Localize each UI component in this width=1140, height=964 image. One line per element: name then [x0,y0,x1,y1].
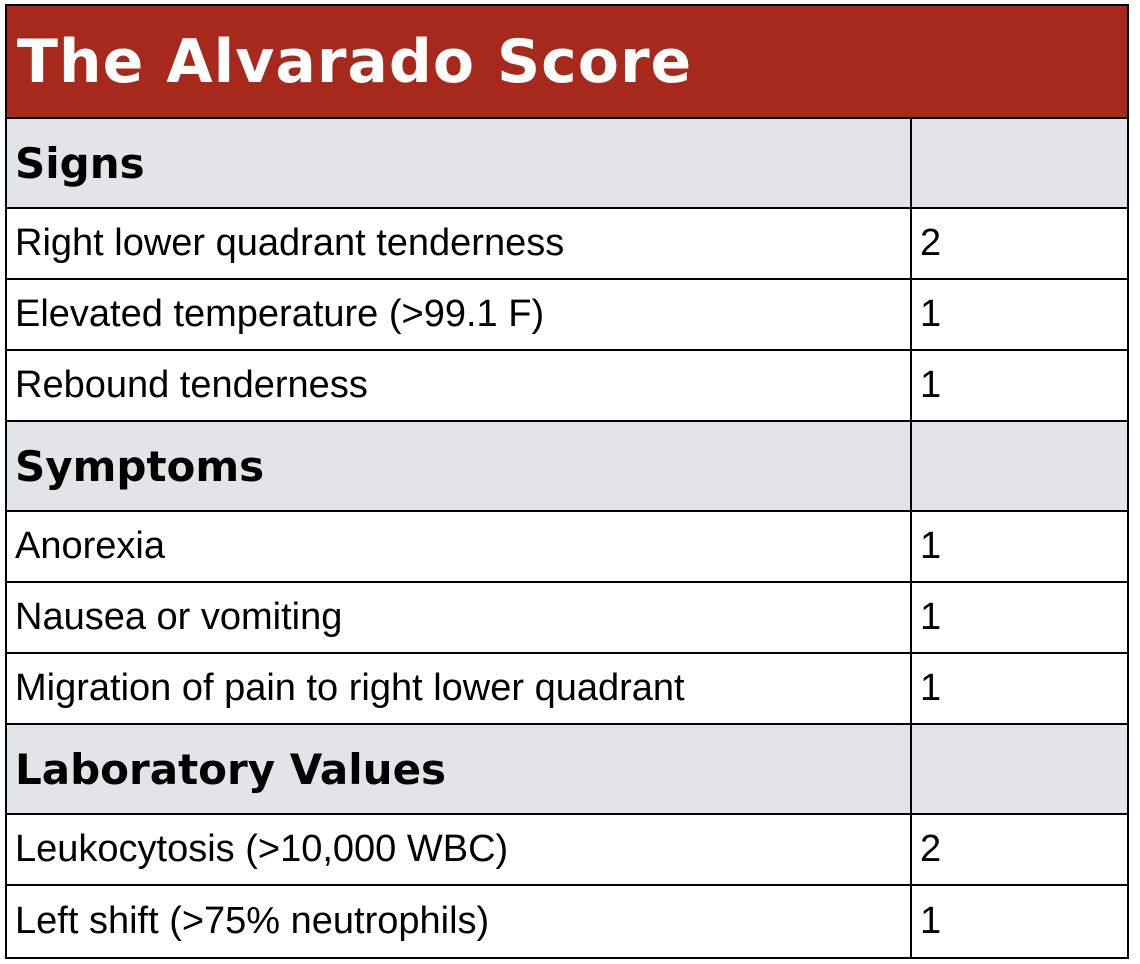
section-heading: Laboratory Values [15,744,447,794]
section-header-symptoms [7,422,1127,512]
table-row [7,815,1127,886]
table-row [7,512,1127,583]
criterion-points: 1 [920,900,942,942]
criterion-points: 1 [920,525,942,567]
table-row [7,886,1127,957]
table-row [7,654,1127,725]
section-value-empty [912,119,1127,207]
criterion-points: 2 [920,222,942,264]
alvarado-score-table [5,4,1129,959]
criterion-label: Migration of pain to right lower quadrant [15,667,685,709]
criterion-label: Right lower quadrant tenderness [15,222,565,264]
criterion-label: Nausea or vomiting [15,596,343,638]
table-row [7,583,1127,654]
table-row [7,351,1127,422]
section-header-laboratory-values [7,725,1127,815]
criterion-points: 1 [920,364,942,406]
criterion-label: Rebound tenderness [15,364,368,406]
criterion-label: Anorexia [15,525,165,567]
criterion-label: Leukocytosis (>10,000 WBC) [15,828,509,870]
table-row [7,280,1127,351]
title-bar [7,6,1127,119]
criterion-points: 1 [920,667,942,709]
criterion-label: Elevated temperature (>99.1 F) [15,293,545,335]
criterion-points: 1 [920,293,942,335]
section-heading: Signs [15,138,145,188]
page-title: The Alvarado Score [17,26,693,97]
section-header-signs [7,119,1127,209]
criterion-points: 2 [920,828,942,870]
table-row [7,209,1127,280]
criterion-label: Left shift (>75% neutrophils) [15,900,490,942]
criterion-points: 1 [920,596,942,638]
section-value-empty [912,725,1127,813]
section-value-empty [912,422,1127,510]
section-heading: Symptoms [15,441,265,491]
